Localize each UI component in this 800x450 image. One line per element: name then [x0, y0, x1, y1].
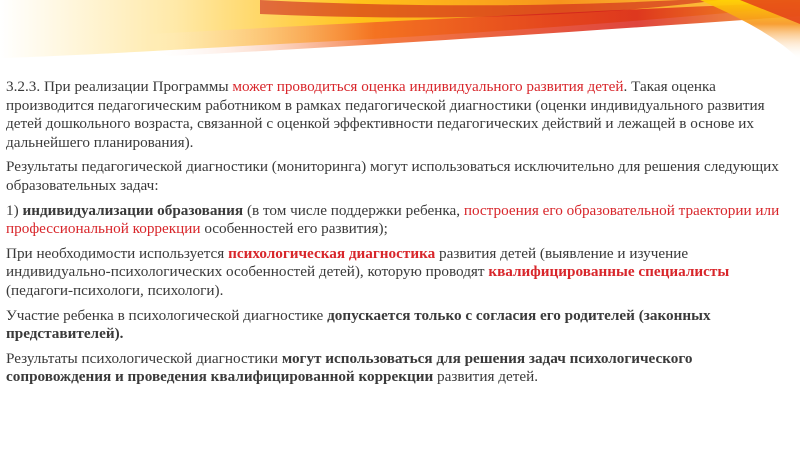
slide-text [6, 78, 790, 393]
bold-individualization: индивидуализации образования [22, 201, 244, 219]
bold-psych-support: могут использоваться для решения задач психологического сопровождения и проведения квалифицированной коррекции [6, 349, 693, 386]
paragraph-psychological-diagnostics: При необходимости используется психологическая диагностика развития детей (выявление и изучение индивидуально-психологических особенностей детей), которую проводят квалифицированные специалисты (педагоги-психологи, психологи). [6, 244, 730, 299]
highlight-qualified-specialists: квалифицированные специалисты [488, 263, 730, 281]
paragraph-parental-consent: Участие ребенка в психологической диагностике допускается только с согласия его родителей (законных представителей). [6, 306, 711, 343]
paragraph-task-individualization: 1) индивидуализации образования (в том числе поддержки ребенка, построения его образовательной траектории или профессиональной коррекции особенностей его развития); [6, 201, 780, 238]
paragraph-psych-results: Результаты психологической диагностики могут использоваться для решения задач психологического сопровождения и проведения квалифицированной коррекции развития детей. [6, 349, 693, 386]
paragraph-assessment: 3.2.3. При реализации Программы может проводиться оценка индивидуального развития детей. Такая оценка производится педагогическим работником в рамках педагогической диагностики (оценки индивидуального развития детей дошкольного возраста, связанной с оценкой эффективности педагогических действий и лежащей в основе их дальнейшего планирования). [6, 78, 765, 151]
bold-consent: допускается только с согласия его родителей (законных представителей). [6, 306, 711, 343]
paragraph-diagnostics-results: Результаты педагогической диагностики (мониторинга) могут использоваться исключительно для решения следующих образовательных задач: [6, 158, 779, 194]
highlight-trajectory: построения его образовательной траектории или профессиональной коррекции [6, 201, 780, 238]
highlight-psychological-diagnostics: психологическая диагностика [228, 244, 436, 262]
highlight-assessment: может проводиться оценка индивидуального развития детей [232, 78, 624, 95]
